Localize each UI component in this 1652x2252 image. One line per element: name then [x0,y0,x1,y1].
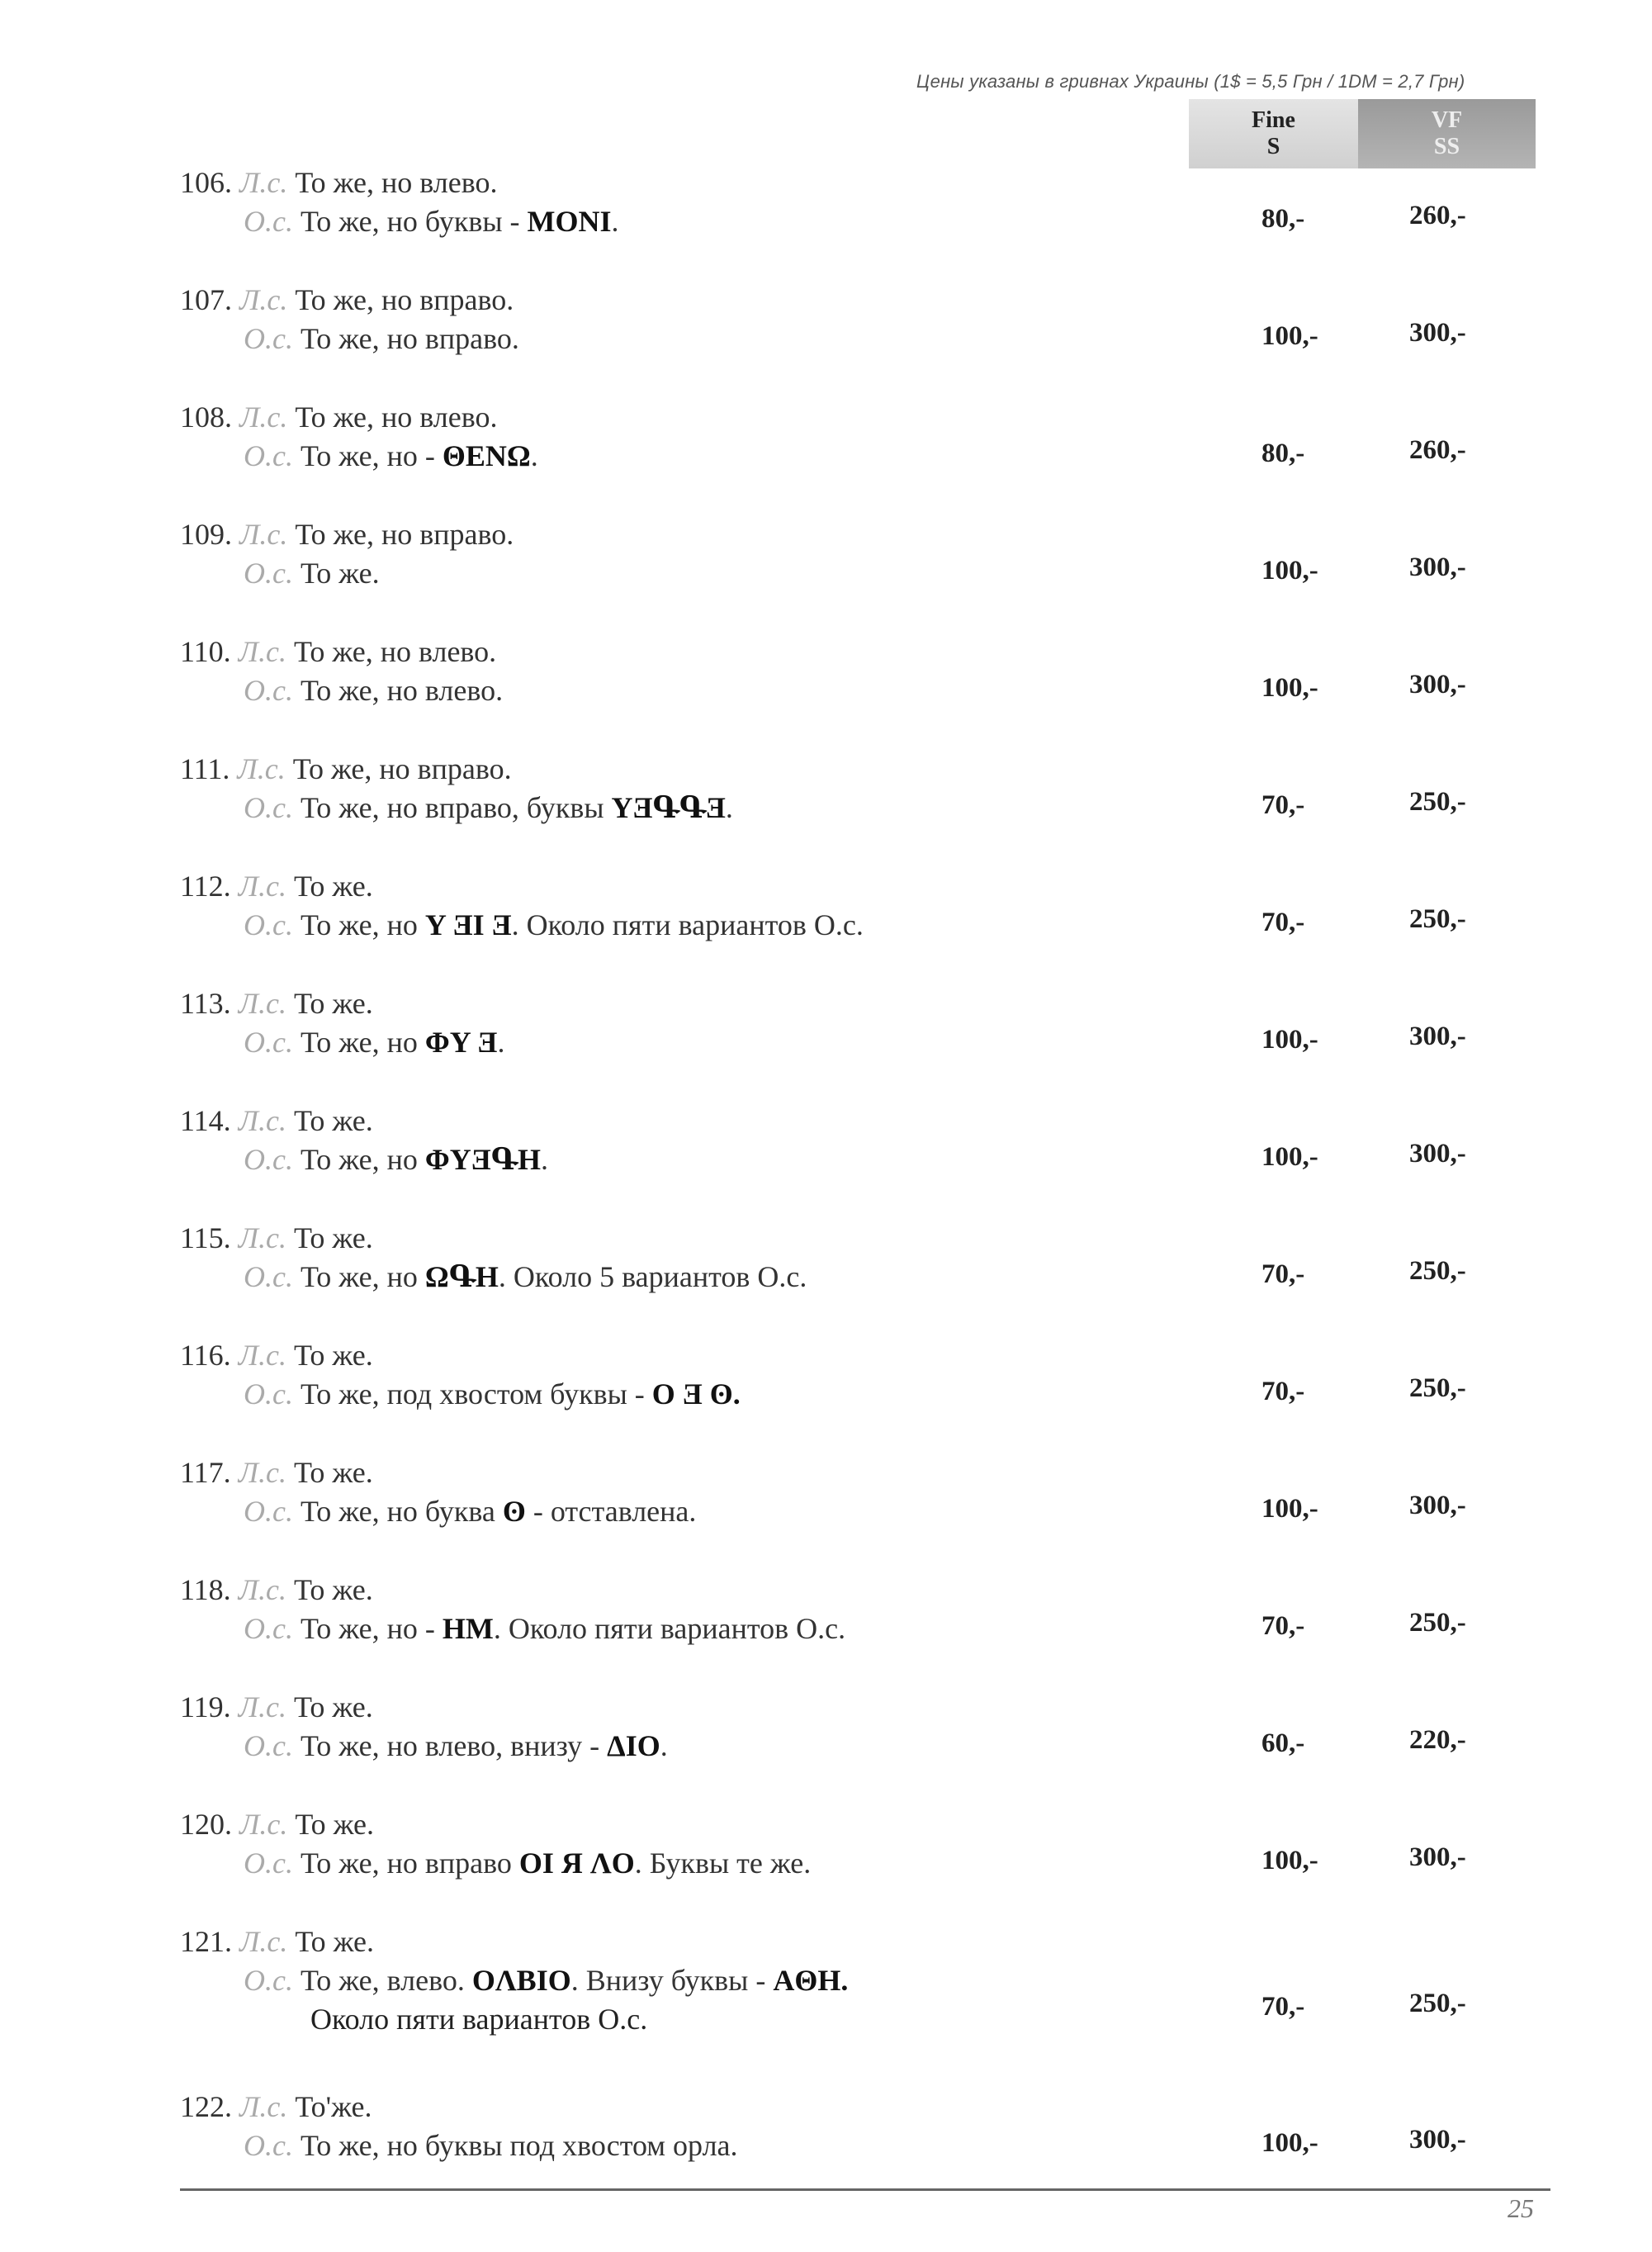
price-vf: 300,- [1409,1842,1466,1872]
reverse-legend: MONI [527,205,612,238]
bottom-rule [180,2188,1550,2191]
obverse-text: То же. [295,1925,375,1958]
reverse-abbr: О.с. [244,1964,293,1997]
reverse-text-tail: . Около пяти вариантов О.с. [493,1612,846,1645]
obverse-text: То же. [294,1456,373,1489]
entry-line-note: Около пяти вариантов О.с. [310,2003,648,2036]
reverse-legend: OI Я ΛO [518,1847,635,1880]
reverse-abbr: О.с. [244,908,293,941]
obverse-text: То же, но вправо. [295,518,514,551]
reverse-abbr: О.с. [244,1847,293,1880]
obverse-text: То же, но влево. [294,635,497,668]
entry-line-reverse [244,321,519,356]
reverse-legend: HM [442,1612,494,1645]
entry-line-reverse [244,673,503,708]
reverse-abbr: О.с. [244,2129,293,2162]
entry-line-obverse [180,751,512,786]
entry-line-obverse [180,1338,373,1373]
reverse-text: То же, но буква [300,1495,503,1528]
entry-line-obverse [180,1103,373,1138]
entry-number: 114. [180,1104,231,1137]
reverse-abbr: О.с. [244,1495,293,1528]
obverse-text: То же, но вправо. [295,283,514,316]
entry-line-reverse [244,1846,811,1880]
price-fine: 100,- [1261,556,1318,586]
price-vf: 260,- [1409,201,1466,230]
reverse-text-tail: . Внизу буквы - [570,1964,774,1997]
entry-number: 120. [180,1808,232,1841]
price-fine: 70,- [1261,790,1305,820]
entry-line-obverse [180,165,498,200]
obverse-text: То же. [294,987,373,1020]
obverse-text: То же. [294,1104,373,1137]
entry-number: 116. [180,1339,231,1372]
entry-line-obverse [180,400,498,434]
entry-line-reverse [244,1142,548,1177]
obverse-text: То же, но вправо. [292,752,512,785]
reverse-abbr: О.с. [244,439,293,472]
price-fine: 100,- [1261,1142,1318,1172]
obverse-text: То'же. [295,2090,372,2123]
reverse-legend: ΘENΩ [442,439,531,472]
reverse-text: То же, но влево. [300,674,504,707]
price-fine: 100,- [1261,1494,1318,1524]
price-vf: 300,- [1409,552,1466,582]
reverse-legend: ΦYƎԳH [424,1143,541,1176]
entry-number: 106. [180,166,232,199]
reverse-abbr: О.с. [244,205,293,238]
reverse-text: То же, но - [300,1612,443,1645]
entry-line-reverse [244,439,538,473]
reverse-legend: ΩԳH [424,1260,499,1293]
entry-line-obverse [180,2089,372,2124]
reverse-legend: O Ǝ ʘ. [651,1377,741,1410]
reverse-legend-2: AΘH. [773,1964,849,1997]
price-vf: 250,- [1409,1989,1466,2018]
reverse-legend: Y ƎI Ǝ [424,908,512,941]
page-number: 25 [1508,2193,1534,2223]
reverse-text-tail: . Около 5 вариантов О.с. [498,1260,807,1293]
entry-number: 112. [180,870,231,903]
grade-vf-header [1358,99,1536,168]
reverse-text: То же, влево. [300,1964,472,1997]
obverse-abbr: Л.с. [238,1690,287,1723]
price-vf: 250,- [1409,1373,1466,1403]
entry-number: 111. [180,752,230,785]
entry-line-reverse [244,1377,741,1411]
obverse-abbr: Л.с. [238,1104,287,1137]
entry-line-reverse [244,1494,696,1529]
price-fine: 70,- [1261,1259,1305,1289]
price-vf: 250,- [1409,1256,1466,1286]
price-vf: 300,- [1409,670,1466,699]
obverse-abbr: Л.с. [238,1339,287,1372]
entry-number: 119. [180,1690,231,1723]
obverse-abbr: Л.с. [239,283,288,316]
entry-line-reverse [244,2128,738,2163]
obverse-abbr: Л.с. [237,752,286,785]
obverse-abbr: Л.с. [238,635,287,668]
entry-number: 109. [180,518,232,551]
entry-number: 115. [180,1221,231,1254]
reverse-abbr: О.с. [244,322,293,355]
reverse-text: То же, но [300,1026,425,1059]
reverse-text-tail: . [725,791,733,824]
reverse-text: То же, но вправо [300,1847,519,1880]
reverse-abbr: О.с. [244,1729,293,1762]
entry-line-obverse [180,1807,374,1842]
price-fine: 100,- [1261,1025,1318,1055]
obverse-abbr: Л.с. [239,166,288,199]
reverse-abbr: О.с. [244,674,293,707]
reverse-legend: OΛBIO [471,1964,571,1997]
obverse-text: То же, но влево. [295,401,498,434]
price-fine: 70,- [1261,1611,1305,1641]
price-fine: 80,- [1261,204,1305,234]
reverse-text: То же. [300,557,380,590]
obverse-abbr: Л.с. [239,1925,288,1958]
entry-line-obverse [180,1690,373,1724]
entry-line-reverse [244,1611,845,1646]
obverse-text: То же. [294,1339,373,1372]
entry-line-obverse [180,1455,373,1490]
reverse-text: То же, но вправо. [300,322,519,355]
entry-number: 108. [180,401,232,434]
obverse-text: То же. [294,1573,373,1606]
obverse-abbr: Л.с. [238,870,287,903]
obverse-text: То же. [294,1221,373,1254]
reverse-text-tail: . [611,205,619,238]
price-vf: 300,- [1409,1139,1466,1169]
obverse-abbr: Л.с. [238,1221,287,1254]
obverse-text: То же. [294,1690,373,1723]
obverse-abbr: Л.с. [238,987,287,1020]
reverse-text-tail: . [660,1729,668,1762]
grade-vf-sub: SS [1433,134,1460,159]
entry-line-obverse [180,1572,373,1607]
reverse-abbr: О.с. [244,791,293,824]
entry-line-obverse [180,1221,373,1255]
reverse-text-tail: . Буквы те же. [634,1847,812,1880]
price-note: Цены указаны в гривнах Украины (1$ = 5,5 Грн / 1DM = 2,7 Грн) [916,71,1465,92]
price-fine: 100,- [1261,1846,1318,1875]
reverse-text: То же, но - [300,439,443,472]
entry-number: 107. [180,283,232,316]
price-vf: 250,- [1409,904,1466,934]
obverse-text: То же, но влево. [295,166,498,199]
reverse-text: То же, но [300,908,425,941]
reverse-abbr: О.с. [244,1612,293,1645]
reverse-abbr: О.с. [244,1026,293,1059]
price-fine: 70,- [1261,1377,1305,1406]
entry-line-reverse [244,1728,668,1763]
reverse-text-tail: . [530,439,538,472]
price-vf: 260,- [1409,435,1466,465]
obverse-abbr: Л.с. [239,401,288,434]
entry-line-reverse [244,1025,504,1060]
entry-line-obverse [180,1924,374,1959]
reverse-text: То же, но влево, внизу - [300,1729,608,1762]
price-vf: 250,- [1409,1608,1466,1638]
entry-line-reverse [244,204,619,239]
price-fine: 70,- [1261,908,1305,937]
price-vf: 300,- [1409,1022,1466,1051]
reverse-abbr: О.с. [244,1377,293,1410]
price-vf: 250,- [1409,787,1466,817]
reverse-text-tail: - отставлена. [525,1495,697,1528]
entry-number: 117. [180,1456,231,1489]
reverse-text-tail: . [540,1143,548,1176]
entry-line-obverse [180,634,496,669]
obverse-abbr: Л.с. [239,2090,288,2123]
entry-number: 121. [180,1925,232,1958]
entry-line-reverse [244,790,733,825]
entry-line-obverse [180,282,514,317]
price-fine: 70,- [1261,1992,1305,2022]
entry-number: 113. [180,987,231,1020]
entry-line-reverse [244,1259,807,1294]
price-vf: 300,- [1409,2125,1466,2155]
entry-line-obverse [180,986,373,1021]
price-fine: 80,- [1261,439,1305,468]
reverse-legend: ΔIO [607,1729,660,1762]
obverse-abbr: Л.с. [238,1573,287,1606]
reverse-text-tail: . Около пяти вариантов О.с. [511,908,864,941]
entry-line-reverse [244,908,864,942]
entry-number: 122. [180,2090,232,2123]
reverse-legend: ΦY Ǝ [424,1026,498,1059]
obverse-abbr: Л.с. [239,1808,288,1841]
price-vf: 300,- [1409,1491,1466,1520]
price-vf: 220,- [1409,1725,1466,1755]
obverse-abbr: Л.с. [239,518,288,551]
price-fine: 60,- [1261,1728,1305,1758]
reverse-abbr: О.с. [244,1260,293,1293]
reverse-text: То же, но буквы - [300,205,528,238]
grade-fine-label: Fine [1252,107,1295,133]
entry-line-obverse [180,517,514,552]
reverse-text-tail: . [497,1026,505,1059]
obverse-text: То же. [294,870,373,903]
reverse-text: То же, но буквы под хвостом орла. [300,2129,738,2162]
reverse-legend: ʘ [502,1495,526,1528]
obverse-abbr: Л.с. [238,1456,287,1489]
price-fine: 100,- [1261,673,1318,703]
price-vf: 300,- [1409,318,1466,348]
grade-fine-header [1189,99,1358,168]
price-fine: 100,- [1261,321,1318,351]
reverse-text: То же, но [300,1260,425,1293]
entry-line-obverse [180,869,373,903]
entry-number: 118. [180,1573,231,1606]
grade-fine-sub: S [1266,134,1280,159]
entry-line-reverse [244,1963,848,1998]
reverse-text: То же, под хвостом буквы - [300,1377,652,1410]
reverse-legend: YƎԳԳƎ [611,791,726,824]
entry-line-reverse [244,556,380,590]
obverse-text: То же. [295,1808,375,1841]
entry-number: 110. [180,635,231,668]
price-fine: 100,- [1261,2128,1318,2158]
reverse-abbr: О.с. [244,1143,293,1176]
grade-vf-label: VF [1431,107,1463,133]
reverse-text: То же, но [300,1143,425,1176]
reverse-abbr: О.с. [244,557,293,590]
reverse-text: То же, но вправо, буквы [300,791,612,824]
